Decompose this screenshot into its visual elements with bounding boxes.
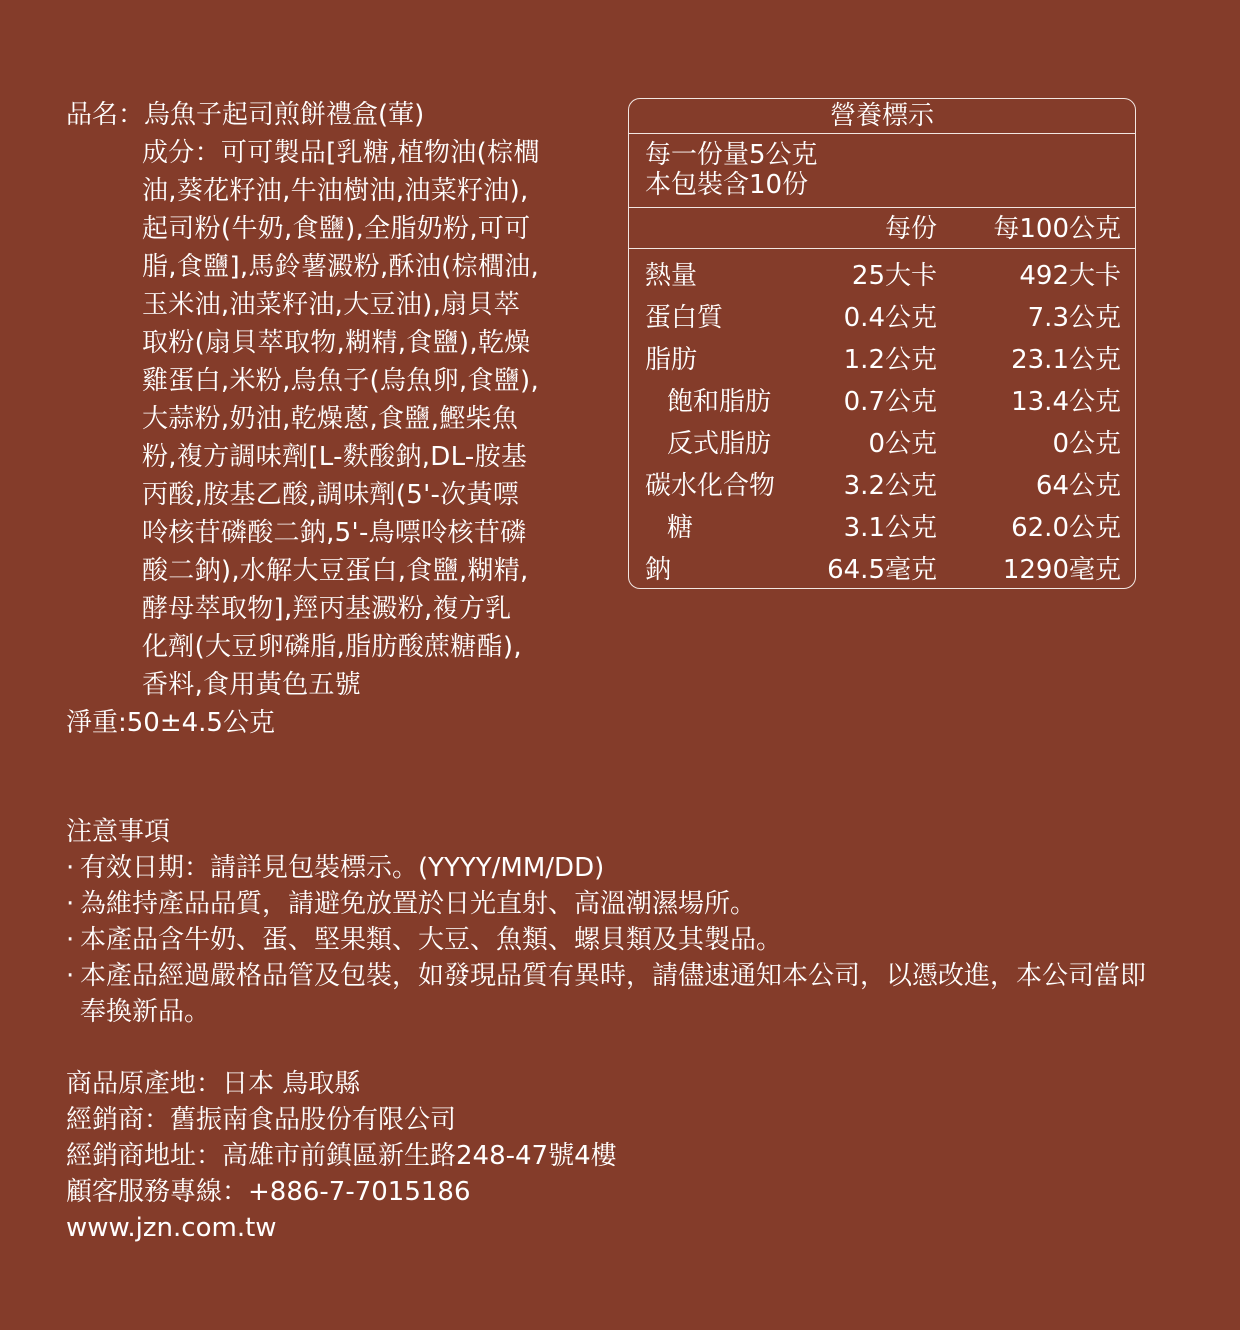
note-item xyxy=(66,850,1160,886)
ingredients-line: 脂,食鹽],馬鈴薯澱粉,酥油(棕櫚油, xyxy=(142,252,540,282)
nutrient-name: 碳水化合物 xyxy=(645,471,776,501)
note-item xyxy=(66,922,1160,958)
note-text: 本產品經過嚴格品管及包裝，如發現品質有異時，請儘速通知本公司，以憑改進，本公司當即 奉換新品。 xyxy=(80,961,1147,1027)
ingredients-line: 呤核苷磷酸二鈉,5'-鳥嘌呤核苷磷 xyxy=(142,518,527,548)
per-serving-value: 64.5毫克 xyxy=(827,555,937,585)
customer-service-phone: 顧客服務專線：+886-7-7015186 xyxy=(66,1177,471,1207)
note-item xyxy=(66,958,1160,1030)
distributor: 經銷商：舊振南食品股份有限公司 xyxy=(66,1105,457,1135)
net-weight: 淨重:50±4.5公克 xyxy=(66,708,275,738)
bullet: · xyxy=(66,925,75,955)
nutrition-row xyxy=(629,549,1135,591)
nutrient-name: 鈉 xyxy=(645,555,672,585)
bullet: · xyxy=(66,961,75,991)
per-100g-value: 492大卡 xyxy=(1019,261,1121,291)
ingredients-line: 化劑(大豆卵磷脂,脂肪酸蔗糖酯), xyxy=(142,632,522,662)
ingredients-line: 起司粉(牛奶,食鹽),全脂奶粉,可可 xyxy=(142,214,531,244)
ingredients-line: 取粉(扇貝萃取物,糊精,食鹽),乾燥 xyxy=(142,328,531,358)
nutrition-row xyxy=(629,423,1135,465)
nutrition-row xyxy=(629,507,1135,549)
ingredients-line: 雞蛋白,米粉,烏魚子(烏魚卵,食鹽), xyxy=(142,366,540,396)
ingredients-line: 香料,食用黃色五號 xyxy=(142,670,361,700)
note-text: 有效日期：請詳見包裝標示。(YYYY/MM/DD) xyxy=(80,853,605,883)
nutrition-row xyxy=(629,465,1135,507)
ingredients-line: 玉米油,油菜籽油,大豆油),扇貝萃 xyxy=(142,290,521,320)
per-serving-value: 1.2公克 xyxy=(843,345,937,375)
serving-size: 每一份量5公克 xyxy=(645,140,818,170)
column-headers xyxy=(629,208,1135,249)
per-100g-value: 23.1公克 xyxy=(1011,345,1121,375)
per-serving-value: 3.2公克 xyxy=(843,471,937,501)
nutrient-name: 糖 xyxy=(667,513,694,543)
servings-per-package: 本包裝含10份 xyxy=(645,170,809,200)
note-text: 為維持產品品質，請避免放置於日光直射、高溫潮濕場所。 xyxy=(80,889,757,919)
nutrition-row xyxy=(629,339,1135,381)
website-link[interactable]: www.jzn.com.tw xyxy=(66,1213,277,1243)
per-serving-value: 0.7公克 xyxy=(843,387,937,417)
per-100g-value: 1290毫克 xyxy=(1002,555,1121,585)
ingredients-line: 粉,複方調味劑[L-麩酸鈉,DL-胺基 xyxy=(142,442,528,472)
notes-section xyxy=(66,814,1160,1030)
ingredients-line: 丙酸,胺基乙酸,調味劑(5'-次黃嘌 xyxy=(142,480,520,510)
nutrient-name: 熱量 xyxy=(645,261,698,291)
per-serving-value: 25大卡 xyxy=(851,261,937,291)
nutrient-name: 飽和脂肪 xyxy=(667,387,772,417)
notes-heading: 注意事項 xyxy=(66,817,171,847)
ingredients-line: 酵母萃取物],羥丙基澱粉,複方乳 xyxy=(142,594,512,624)
nutrition-row xyxy=(629,381,1135,423)
nutrition-row xyxy=(629,297,1135,339)
ingredients-list xyxy=(66,134,586,704)
nutrition-facts-table xyxy=(628,98,1136,589)
per-100g-value: 13.4公克 xyxy=(1011,387,1121,417)
product-name: 品名：烏魚子起司煎餅禮盒(葷) xyxy=(66,100,425,130)
bullet: · xyxy=(66,889,75,919)
note-item xyxy=(66,886,1160,922)
per-serving-value: 0公克 xyxy=(868,429,937,459)
header-per-serving: 每份 xyxy=(884,214,937,244)
nutrient-name: 脂肪 xyxy=(645,345,698,375)
per-100g-value: 62.0公克 xyxy=(1011,513,1121,543)
per-serving-value: 0.4公克 xyxy=(843,303,937,333)
ingredients-line: 大蒜粉,奶油,乾燥蔥,食鹽,鰹柴魚 xyxy=(142,404,519,434)
nutrition-row xyxy=(629,255,1135,297)
per-100g-value: 64公克 xyxy=(1035,471,1121,501)
distributor-address: 經銷商地址：高雄市前鎮區新生路248-47號4樓 xyxy=(66,1141,617,1171)
ingredients-line: 酸二鈉),水解大豆蛋白,食鹽,糊精, xyxy=(142,556,529,586)
note-text: 本產品含牛奶、蛋、堅果類、大豆、魚類、螺貝類及其製品。 xyxy=(80,925,783,955)
nutrient-name: 蛋白質 xyxy=(645,303,724,333)
product-info xyxy=(66,96,586,742)
per-100g-value: 0公克 xyxy=(1052,429,1121,459)
bullet: · xyxy=(66,853,75,883)
ingredients-line: 油,葵花籽油,牛油樹油,油菜籽油), xyxy=(142,176,529,206)
origin: 商品原產地：日本 鳥取縣 xyxy=(66,1069,361,1099)
header-per-100g: 每100公克 xyxy=(993,214,1121,244)
ingredients-line: 成分：可可製品[乳糖,植物油(棕櫚 xyxy=(142,138,540,168)
nutrition-rows xyxy=(629,249,1135,591)
per-100g-value: 7.3公克 xyxy=(1027,303,1121,333)
nutrient-name: 反式脂肪 xyxy=(667,429,772,459)
serving-info xyxy=(629,134,1135,208)
per-serving-value: 3.1公克 xyxy=(843,513,937,543)
company-info xyxy=(66,1066,617,1246)
nutrition-title: 營養標示 xyxy=(629,99,1135,134)
